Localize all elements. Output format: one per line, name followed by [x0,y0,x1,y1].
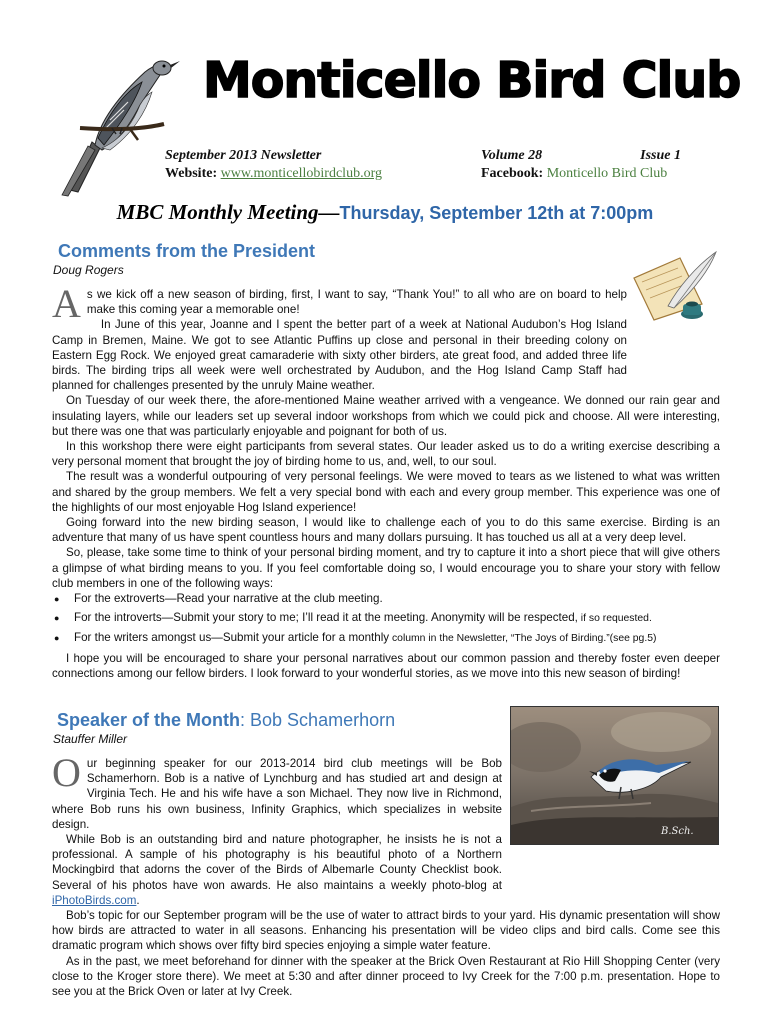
newsletter-date-block [165,147,382,183]
website-label: Website: [165,166,218,181]
president-paragraph-2: In June of this year, Joanne and I spent the better part of a week at National Audubon’s Hog Island Camp in Bremen, Maine. We got to see Atlantic Puffins up close and personal in their breeding colony on Eastern Egg Rock. We enjoyed great camaraderie with sixty other birders, ate great food, and added three life birds. The birding trips all week were well orchestrated by Audubon, and the Hog Island Camp Staff had planned for challenges presented by the unruly Maine weather. [52,318,627,393]
list-item: ● For the introverts—Submit your story to me; I’ll read it at the meeting. Anonymity will be respected, if so requested. [74,610,720,626]
website-line [165,165,382,183]
volume-number: Volume 28 [481,148,543,163]
meeting-dash: — [318,200,340,224]
speaker-paragraph-3: Bob’s topic for our September program will be the use of water to attract birds to your yard. His dynamic presentation will show how birds are attracted to water in all seasons. Enhancing his presentation will be video clips and bird calls. Come see this dramatic program which shows over fifty bird species enjoying a simple water feature. [52,909,720,953]
iphotobirds-link[interactable]: iPhotoBirds.com [52,893,137,907]
list-item: ● For the extroverts—Read your narrative at the club meeting. [74,591,720,606]
facebook-line [481,165,685,183]
meeting-details: Thursday, September 12th at 7:00pm [339,203,654,223]
speaker-paragraph-2: While Bob is an outstanding bird and nature photographer, he insists he is not a professional. A sample of his photography is his beautiful photo of a Northern Mockingbird that adorns the cover of the Birds of Albemarle County Checklist book. Several of his photos have won awards. He also maintains a weekly photo-blog at iPhotoBirds.com. [52,833,502,907]
president-paragraph-4: In this workshop there were eight participants from several states. Our leader asked us to do a writing exercise describing a very personal moment that brought the joy of birding home to us, and, well, to our soul. [52,440,720,469]
speaker-paragraph-1: ur beginning speaker for our 2013-2014 bird club meetings will be Bob Schamerhorn. Bob is a native of Lynchburg and has studied art and design at Virginia Tech. He and his wife have a son Michael. They now live in Richmond, where Bob runs his own business, Infinity Graphics, which specializes in website design. [52,757,502,831]
volume-block [481,147,685,183]
svg-text:B.Sch.: B.Sch. [661,826,694,837]
president-paragraph-5: The result was a wonderful outpouring of very personal feelings. We were moved to tears as we listened to what was written and shared by the group members. We felt a very special bond with each and every group member. This experience was one of the highlights of our most enjoyable Hog Island experience! [52,470,720,514]
issue-number: Issue 1 [640,148,681,163]
president-paragraph-8: I hope you will be encouraged to share your personal narratives about our common passion and thereby foster even deeper connections among our fellow birders. I look forward to your wonderful stories, as we move into this new season of birding! [52,651,720,680]
speaker-article [52,750,720,999]
president-paragraph-3: On Tuesday of our week there, the afore-mentioned Maine weather arrived with a vengeance. We donned our rain gear and insulating layers, while our leaders set up several indoor workshops from which we could pick and choose. All were interesting, but there was one that was particularly enjoyable and poignant for both of us. [52,394,720,438]
newsletter-title: Monticello Bird Club [203,52,741,109]
president-paragraph-1: s we kick off a new season of birding, first, I want to say, “Thank You!” to all who are on board to help make this coming year a memorable one! [86,288,627,317]
president-heading: Comments from the President [58,241,316,261]
website-link[interactable]: www.monticellobirdclub.org [220,166,382,181]
volume-issue-line [481,147,685,165]
facebook-link[interactable]: Monticello Bird Club [546,166,668,181]
speaker-heading [57,710,395,731]
president-article [52,281,720,681]
monthly-meeting-banner [0,200,770,225]
speaker-paragraph-4: As in the past, we meet beforehand for dinner with the speaker at the Brick Oven Restaurant at Rio Hill Shopping Center (very close to the Kroger store there). We meet at 5:30 and after dinner proceed to Ivy Creek for the 7:00 p.m. presentation. Hope to see you at the Brick Oven or later at Ivy Creek. [52,954,720,999]
speaker-byline: Stauffer Miller [53,732,128,746]
list-item: ● For the writers amongst us—Submit your article for a monthly column in the Newsletter, “The Joys of Birding.”(see pg.5) [74,630,720,646]
meeting-lead: MBC Monthly Meeting [116,200,319,224]
president-byline: Doug Rogers [53,263,124,277]
mockingbird-logo-icon [40,50,180,200]
newsletter-date: September 2013 Newsletter [165,148,322,163]
president-drop-cap: A [52,281,81,326]
speaker-drop-cap: O [52,750,81,795]
president-paragraph-7: So, please, take some time to think of your personal birding moment, and try to capture it into a short piece that will give others a glimpse of what birding means to you. If you feel comfortable doing so, I would encourage you to share your story with fellow club members in one of the following ways: [52,546,720,590]
speaker-heading-name: : Bob Schamerhorn [240,710,396,730]
president-paragraph-6: Going forward into the new birding season, I would like to challenge each of you to do this same exercise. Birding is an adventure that many of us have spent countless hours and many dollars pursuing. It has touched us all at a very deep level. [52,516,720,545]
facebook-label: Facebook: [481,166,544,181]
sharing-options-list [52,591,720,647]
speaker-heading-label: Speaker of the Month [57,710,241,730]
